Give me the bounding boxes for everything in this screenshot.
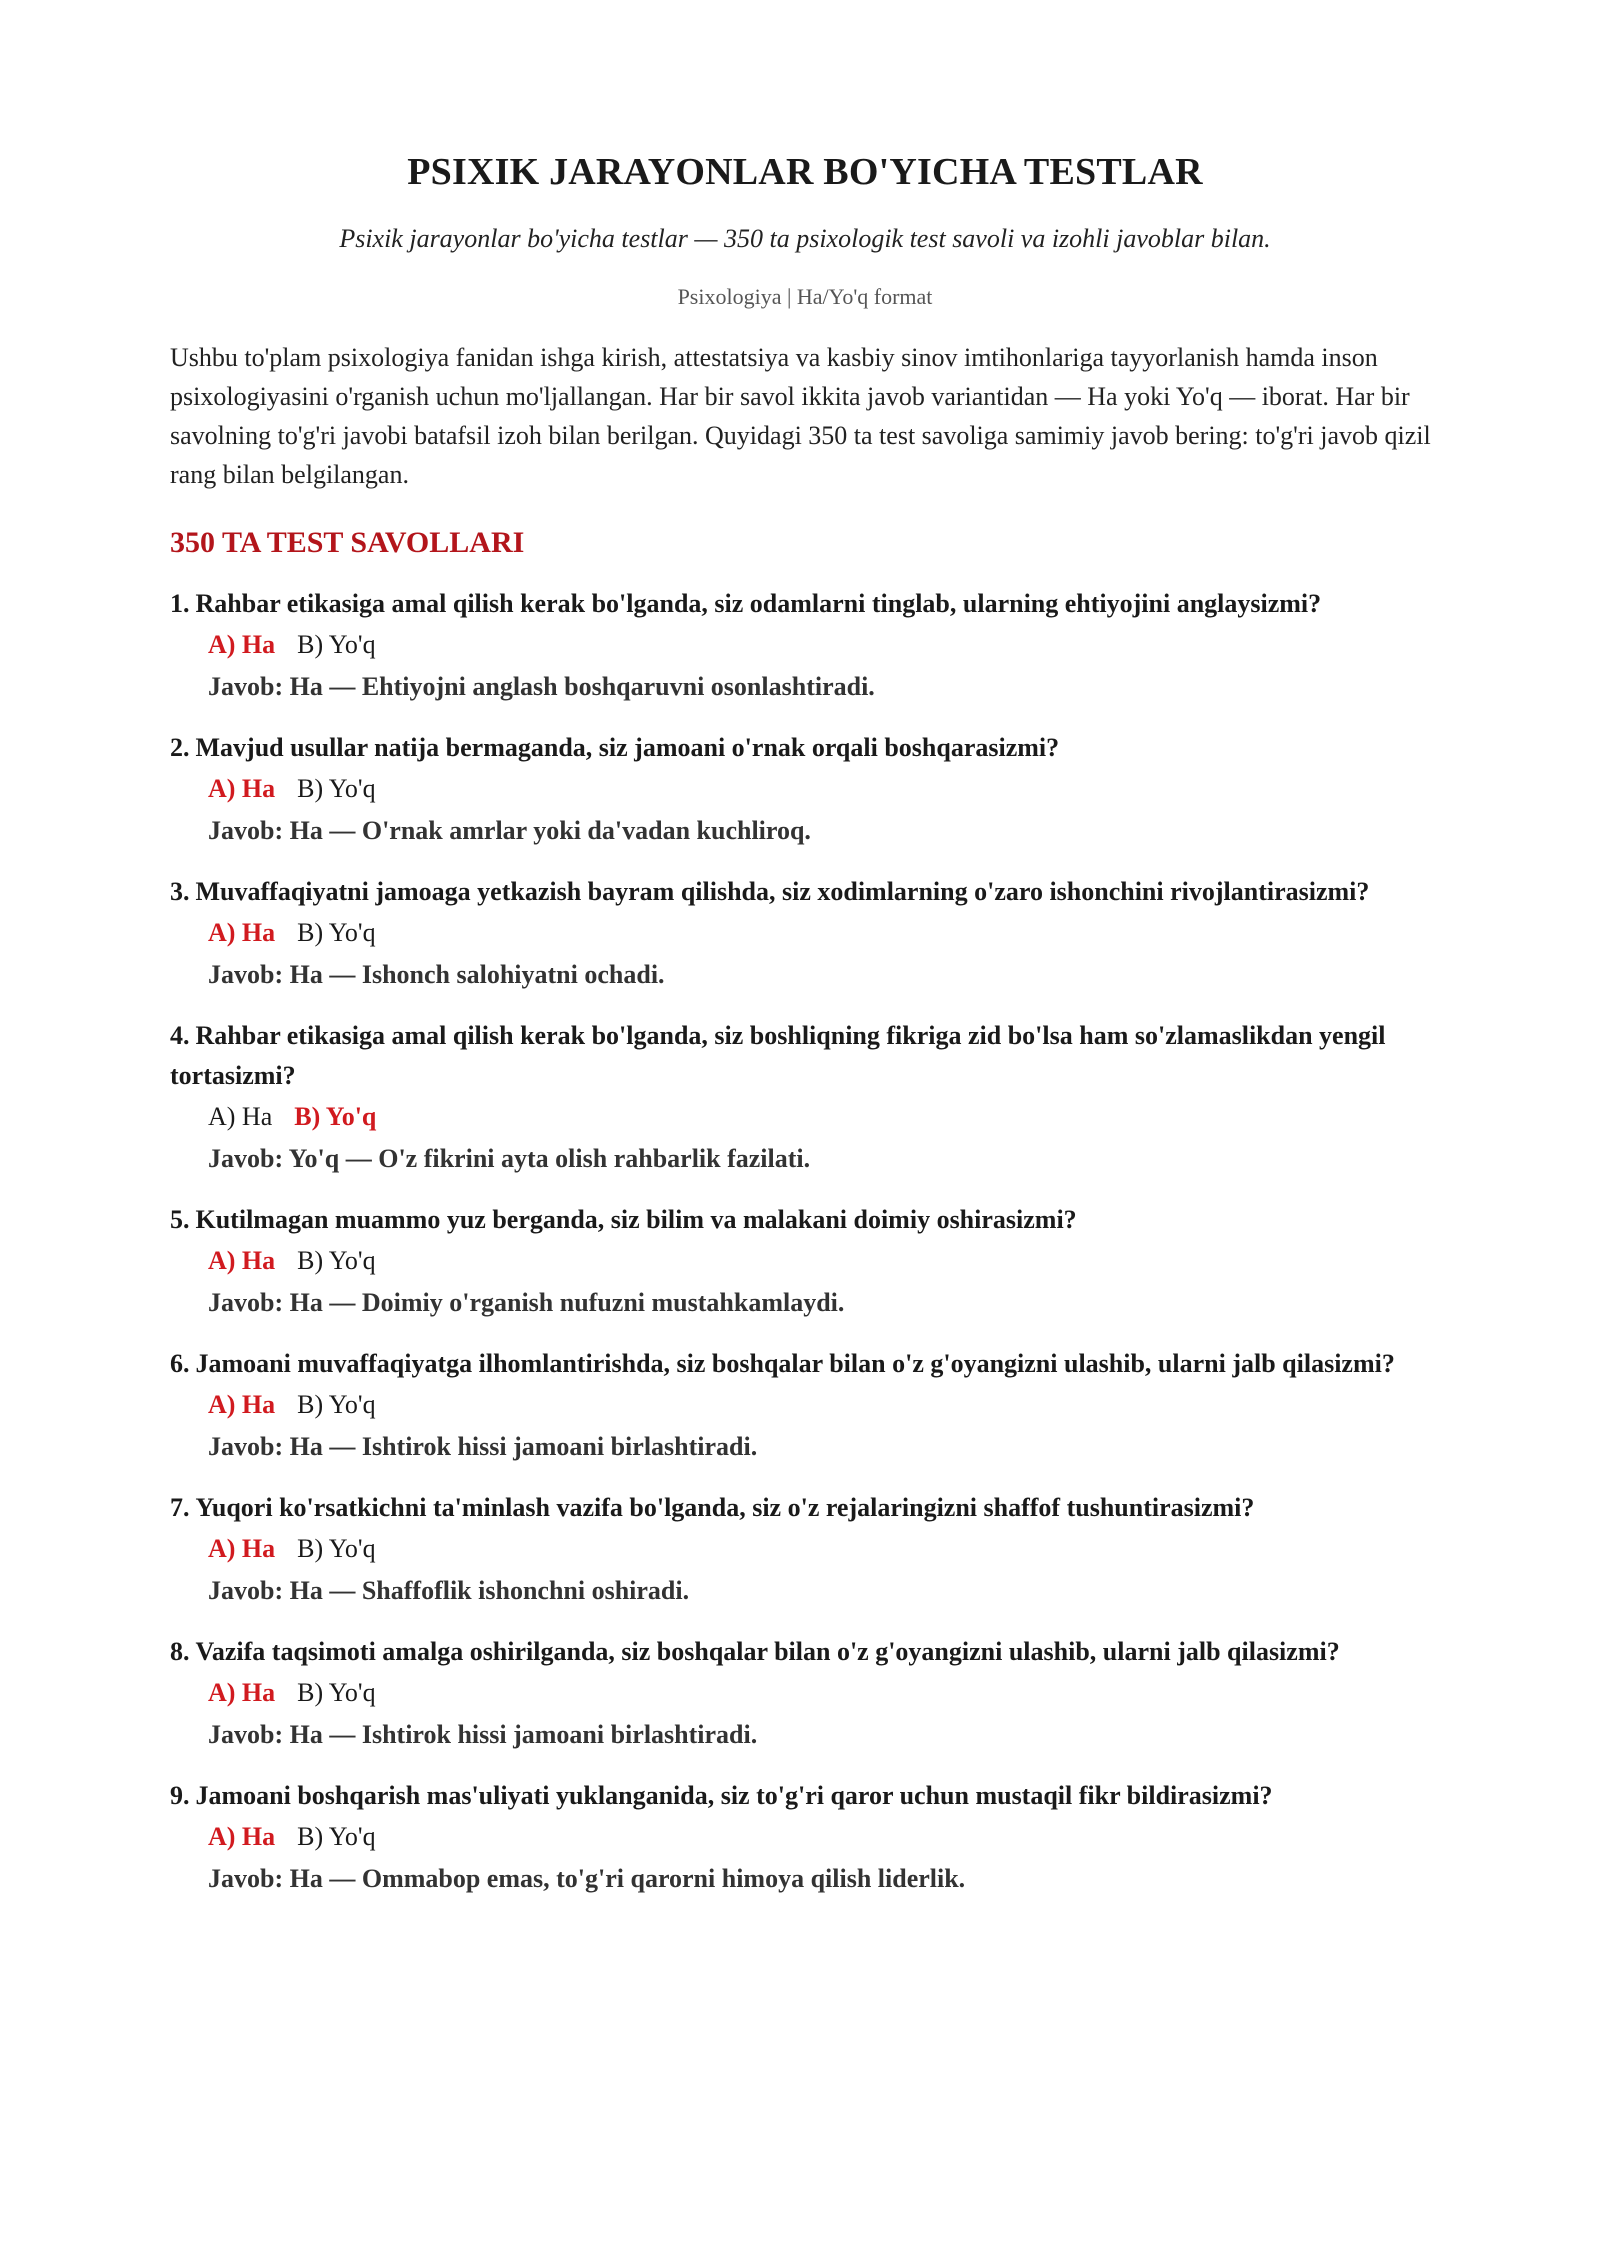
option-a: A) Ha — [208, 918, 276, 947]
answer-explanation: Javob: Ha — O'rnak amrlar yoki da'vadan kuchliroq. — [208, 816, 811, 845]
question-text — [170, 1016, 1440, 1096]
question-item — [170, 1632, 1440, 1756]
question-label: Rahbar etikasiga amal qilish kerak bo'lganda, siz boshliqning fikriga zid bo'lsa ham so'zlamaslikdan yengil tortasizmi? — [170, 1021, 1386, 1090]
intro-paragraph: Ushbu to'plam psixologiya fanidan ishga kirish, attestatsiya va kasbiy sinov imtihonlariga tayyorlanish hamda inson psixologiyasini o'rganish uchun mo'ljallangan. Har bir savol ikkita javob variantidan — Ha yoki Yo'q — iborat. Har bir savolning to'g'ri javobi batafsil izoh bilan berilgan. Quyidagi 350 ta test savoliga samimiy javob bering: to'g'ri javob qizil rang bilan belgilangan. — [170, 343, 1431, 489]
option-a: A) Ha — [208, 1102, 273, 1131]
answer-options — [170, 1240, 1440, 1282]
question-item — [170, 1776, 1440, 1900]
option-a: A) Ha — [208, 1822, 276, 1851]
question-number: 1. — [170, 589, 190, 618]
question-text — [170, 872, 1440, 912]
answer-explanation: Javob: Ha — Ishonch salohiyatni ochadi. — [208, 960, 665, 989]
question-number: 9. — [170, 1781, 190, 1810]
question-text — [170, 1632, 1440, 1672]
option-b: B) Yo'q — [297, 1678, 376, 1707]
question-number: 4. — [170, 1021, 190, 1050]
answer-explanation: Javob: Ha — Ishtirok hissi jamoani birlashtiradi. — [208, 1720, 758, 1749]
answer-options — [170, 768, 1440, 810]
answer-options — [170, 1528, 1440, 1570]
question-number: 8. — [170, 1637, 190, 1666]
option-b: B) Yo'q — [297, 1822, 376, 1851]
question-label: Rahbar etikasiga amal qilish kerak bo'lganda, siz odamlarni tinglab, ularning ehtiyojini anglaysizmi? — [195, 589, 1322, 618]
question-item — [170, 1200, 1440, 1324]
question-item — [170, 728, 1440, 852]
question-label: Mavjud usullar natija bermaganda, siz jamoani o'rnak orqali boshqarasizmi? — [195, 733, 1060, 762]
question-text — [170, 584, 1440, 624]
question-text — [170, 1488, 1440, 1528]
question-label: Vazifa taqsimoti amalga oshirilganda, siz boshqalar bilan o'z g'oyangizni ulashib, ularni jalb qilasizmi? — [195, 1637, 1340, 1666]
answer-options — [170, 624, 1440, 666]
question-item — [170, 1344, 1440, 1468]
answer-options — [170, 1816, 1440, 1858]
question-item — [170, 872, 1440, 996]
question-label: Kutilmagan muammo yuz berganda, siz bilim va malakani doimiy oshirasizmi? — [195, 1205, 1077, 1234]
answer-explanation: Javob: Ha — Ishtirok hissi jamoani birlashtiradi. — [208, 1432, 758, 1461]
page-subtitle: Psixik jarayonlar bo'yicha testlar — 350 ta psixologik test savoli va izohli javoblar bilan. — [339, 224, 1271, 253]
option-a: A) Ha — [208, 1534, 276, 1563]
question-label: Muvaffaqiyatni jamoaga yetkazish bayram qilishda, siz xodimlarning o'zaro ishonchini rivojlantirasizmi? — [195, 877, 1370, 906]
option-b: B) Yo'q — [297, 630, 376, 659]
option-a: A) Ha — [208, 1678, 276, 1707]
page-title: PSIXIK JARAYONLAR BO'YICHA TESTLAR — [407, 151, 1203, 193]
question-number: 3. — [170, 877, 190, 906]
document-meta: Psixologiya | Ha/Yo'q format — [677, 284, 933, 309]
answer-explanation: Javob: Yo'q — O'z fikrini ayta olish rahbarlik fazilati. — [208, 1144, 811, 1173]
answer-explanation: Javob: Ha — Ommabop emas, to'g'ri qarorni himoya qilish liderlik. — [208, 1864, 966, 1893]
question-item — [170, 1488, 1440, 1612]
question-text — [170, 1344, 1440, 1384]
option-b: B) Yo'q — [297, 1246, 376, 1275]
answer-explanation: Javob: Ha — Shaffoflik ishonchni oshiradi. — [208, 1576, 690, 1605]
question-label: Jamoani muvaffaqiyatga ilhomlantirishda, siz boshqalar bilan o'z g'oyangizni ulashib, ularni jalb qilasizmi? — [195, 1349, 1395, 1378]
option-b: B) Yo'q — [294, 1102, 377, 1131]
question-label: Jamoani boshqarish mas'uliyati yuklanganida, siz to'g'ri qaror uchun mustaqil fikr bildirasizmi? — [195, 1781, 1273, 1810]
question-number: 2. — [170, 733, 190, 762]
question-text — [170, 1200, 1440, 1240]
answer-options — [170, 1096, 1440, 1138]
answer-options — [170, 1672, 1440, 1714]
question-item — [170, 584, 1440, 708]
answer-options — [170, 1384, 1440, 1426]
option-b: B) Yo'q — [297, 774, 376, 803]
option-b: B) Yo'q — [297, 918, 376, 947]
answer-options — [170, 912, 1440, 954]
question-number: 5. — [170, 1205, 190, 1234]
question-text — [170, 728, 1440, 768]
document-page — [170, 150, 1440, 1920]
answer-explanation: Javob: Ha — Ehtiyojni anglash boshqaruvni osonlashtiradi. — [208, 672, 875, 701]
question-item — [170, 1016, 1440, 1180]
option-b: B) Yo'q — [297, 1534, 376, 1563]
question-number: 6. — [170, 1349, 190, 1378]
question-list — [170, 584, 1440, 1900]
answer-explanation: Javob: Ha — Doimiy o'rganish nufuzni mustahkamlaydi. — [208, 1288, 845, 1317]
question-number: 7. — [170, 1493, 190, 1522]
option-b: B) Yo'q — [297, 1390, 376, 1419]
question-text — [170, 1776, 1440, 1816]
option-a: A) Ha — [208, 1246, 276, 1275]
option-a: A) Ha — [208, 1390, 276, 1419]
option-a: A) Ha — [208, 774, 276, 803]
section-heading: 350 TA TEST SAVOLLARI — [170, 526, 525, 559]
question-label: Yuqori ko'rsatkichni ta'minlash vazifa bo'lganda, siz o'z rejalaringizni shaffof tushuntirasizmi? — [195, 1493, 1255, 1522]
option-a: A) Ha — [208, 630, 276, 659]
